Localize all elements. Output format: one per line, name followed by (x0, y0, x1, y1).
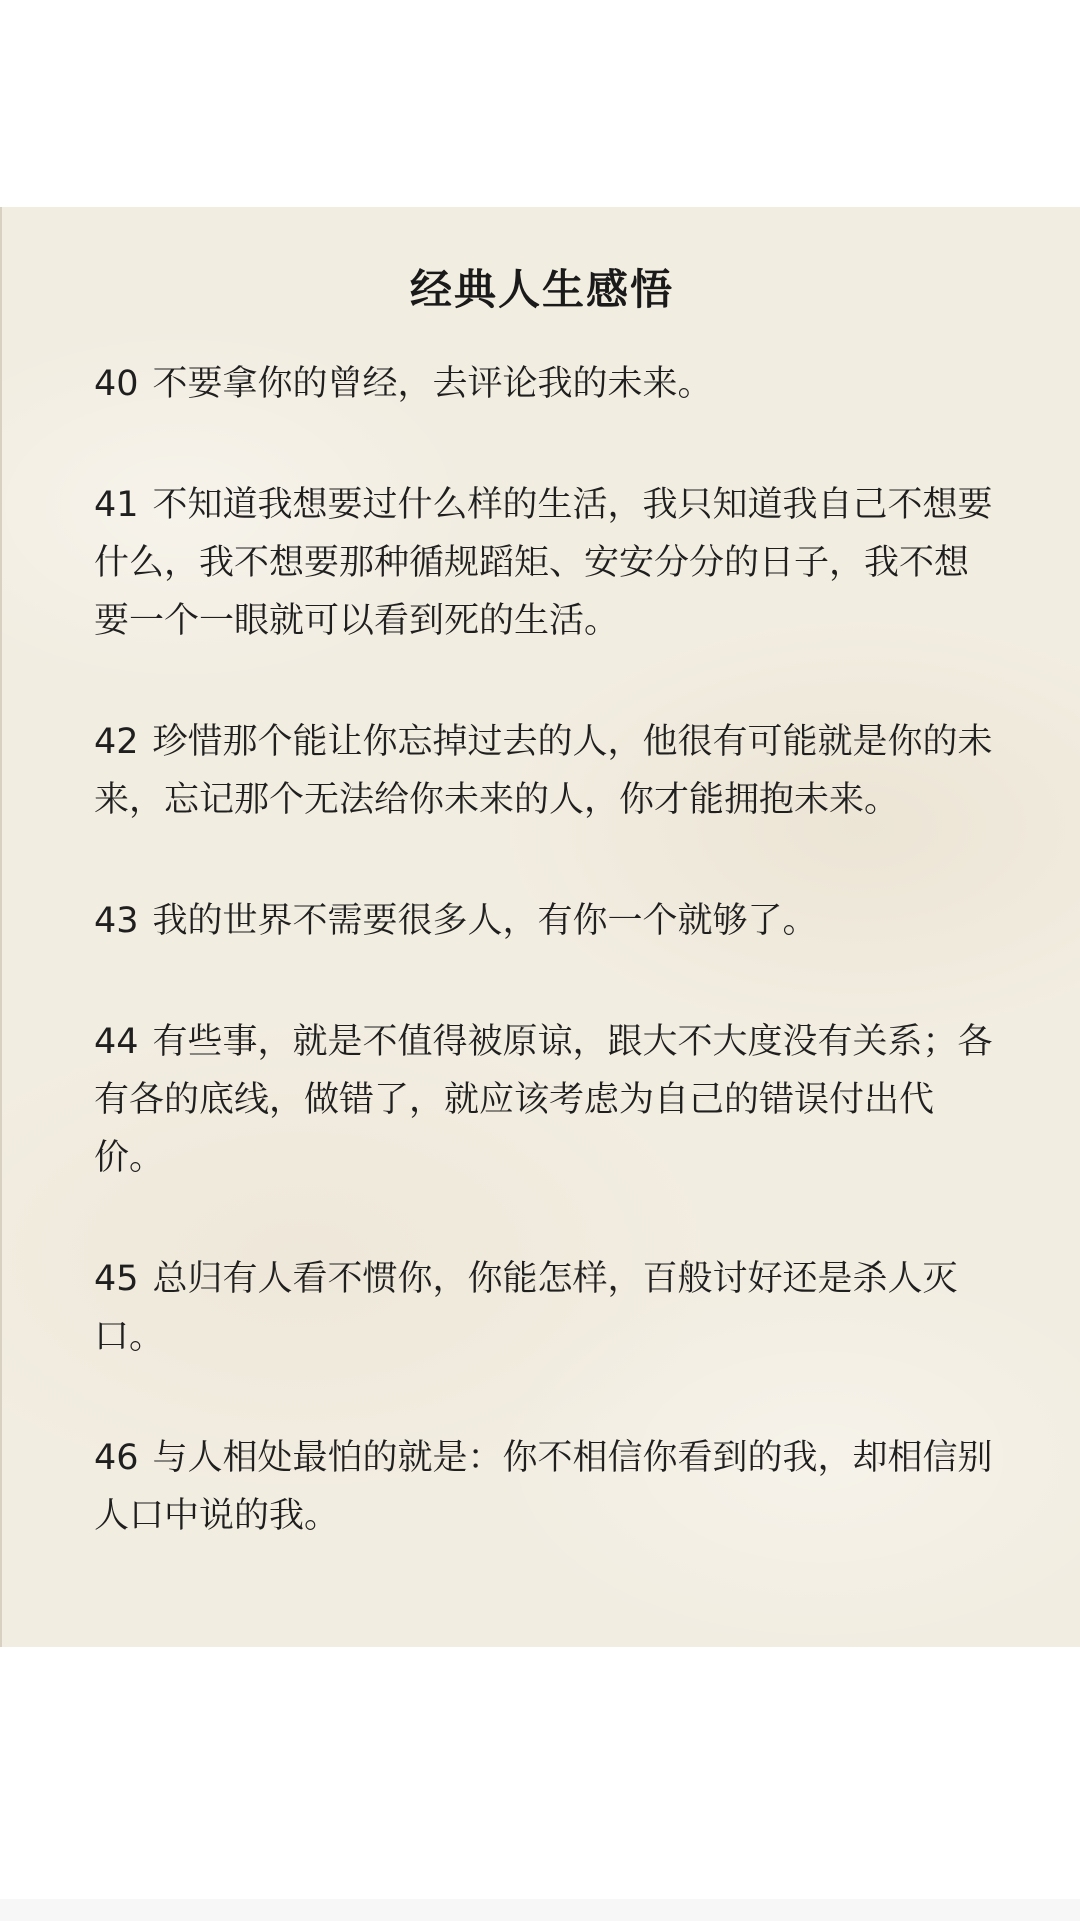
quote-text: 有些事，就是不值得被原谅，跟大不大度没有关系；各有各的底线，做错了，就应该考虑为自己的错误付出代价。 (94, 1022, 993, 1178)
quote-number: 46 (94, 1438, 139, 1478)
quote-number: 45 (94, 1259, 139, 1299)
quote-number: 40 (94, 364, 139, 404)
bottom-bar (0, 1899, 1080, 1921)
quote-text: 珍惜那个能让你忘掉过去的人，他很有可能就是你的未来，忘记那个无法给你未来的人，你才能拥抱未来。 (94, 722, 993, 820)
quote-list (94, 355, 994, 1608)
quote-item (94, 355, 994, 413)
page-title: 经典人生感悟 (409, 265, 674, 314)
quote-item (94, 1013, 994, 1187)
quote-item (94, 713, 994, 829)
quote-text: 不知道我想要过什么样的生活，我只知道我自己不想要什么，我不想要那种循规蹈矩、安安分分的日子，我不想要一个一眼就可以看到死的生活。 (94, 485, 993, 641)
quote-text: 总归有人看不惯你，你能怎样，百般讨好还是杀人灭口。 (94, 1259, 958, 1357)
paper-card (0, 207, 1080, 1647)
quote-number: 44 (94, 1022, 139, 1062)
quote-item (94, 1250, 994, 1366)
quote-item (94, 1429, 994, 1545)
quote-text: 我的世界不需要很多人，有你一个就够了。 (152, 901, 818, 941)
quote-number: 42 (94, 722, 139, 762)
quote-text: 不要拿你的曾经，去评论我的未来。 (152, 364, 713, 404)
quote-text: 与人相处最怕的就是：你不相信你看到的我，却相信别人口中说的我。 (94, 1438, 993, 1536)
quote-number: 41 (94, 485, 139, 525)
quote-item (94, 476, 994, 650)
quote-item (94, 892, 994, 950)
quote-number: 43 (94, 901, 139, 941)
